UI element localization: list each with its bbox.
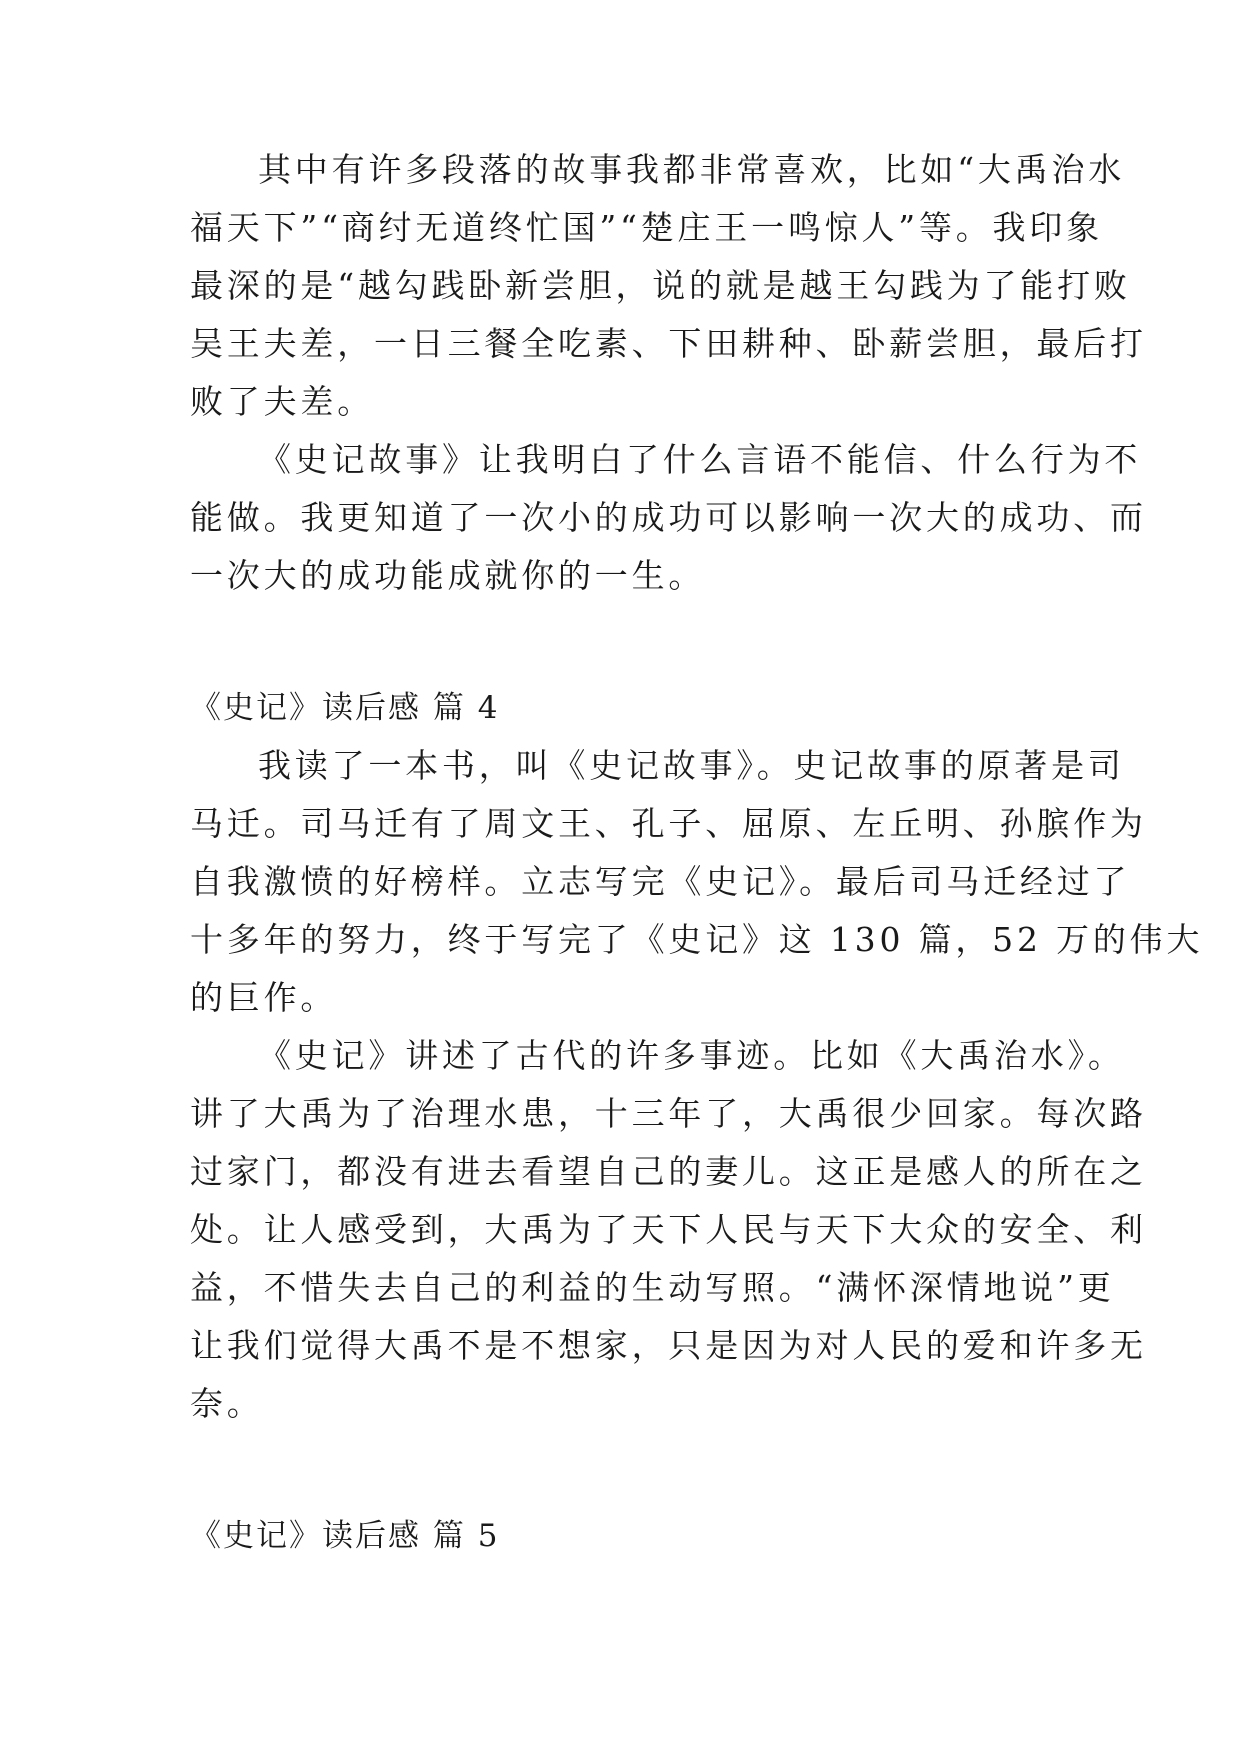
section-heading: 《史记》读后感 篇 5: [190, 1518, 500, 1554]
paragraph-line: 我读了一本书，叫《史记故事》。史记故事的原著是司: [258, 746, 1125, 785]
paragraph-line: 吴王夫差，一日三餐全吃素、下田耕种、卧薪尝胆，最后打: [190, 324, 1147, 363]
paragraph-line: 的巨作。: [190, 978, 338, 1017]
paragraph-line: 其中有许多段落的故事我都非常喜欢，比如“大禹治水: [258, 150, 1126, 189]
paragraph-line: 自我激愤的好榜样。立志写完《史记》。最后司马迁经过了: [190, 862, 1131, 901]
paragraph-line: 能做。我更知道了一次小的成功可以影响一次大的成功、而: [190, 498, 1147, 537]
paragraph-line: 益，不惜失去自己的利益的生动写照。“满怀深情地说”更: [190, 1268, 1115, 1307]
paragraph-line: 《史记》讲述了古代的许多事迹。比如《大禹治水》。: [258, 1036, 1125, 1075]
paragraph-line: 让我们觉得大禹不是不想家，只是因为对人民的爱和许多无: [190, 1326, 1147, 1365]
paragraph-line: 《史记故事》让我明白了什么言语不能信、什么行为不: [258, 440, 1142, 479]
paragraph-line: 过家门，都没有进去看望自己的妻儿。这正是感人的所在之: [190, 1152, 1147, 1191]
paragraph-line: 最深的是“越勾践卧新尝胆，说的就是越王勾践为了能打败: [190, 266, 1131, 305]
paragraph-line: 福天下”“商纣无道终忙国”“楚庄王一鸣惊人”等。我印象: [190, 208, 1103, 247]
section-heading: 《史记》读后感 篇 4: [190, 690, 500, 726]
paragraph-line: 一次大的成功能成就你的一生。: [190, 556, 706, 595]
paragraph-line: 处。让人感受到，大禹为了天下人民与天下大众的安全、利: [190, 1210, 1147, 1249]
paragraph-line: 奈。: [190, 1384, 264, 1423]
paragraph-line: 十多年的努力，终于写完了《史记》这 130 篇，52 万的伟大: [190, 920, 1204, 959]
paragraph-line: 讲了大禹为了治理水患，十三年了，大禹很少回家。每次路: [190, 1094, 1147, 1133]
paragraph-line: 败了夫差。: [190, 382, 374, 421]
paragraph-line: 马迁。司马迁有了周文王、孔子、屈原、左丘明、孙膑作为: [190, 804, 1147, 843]
